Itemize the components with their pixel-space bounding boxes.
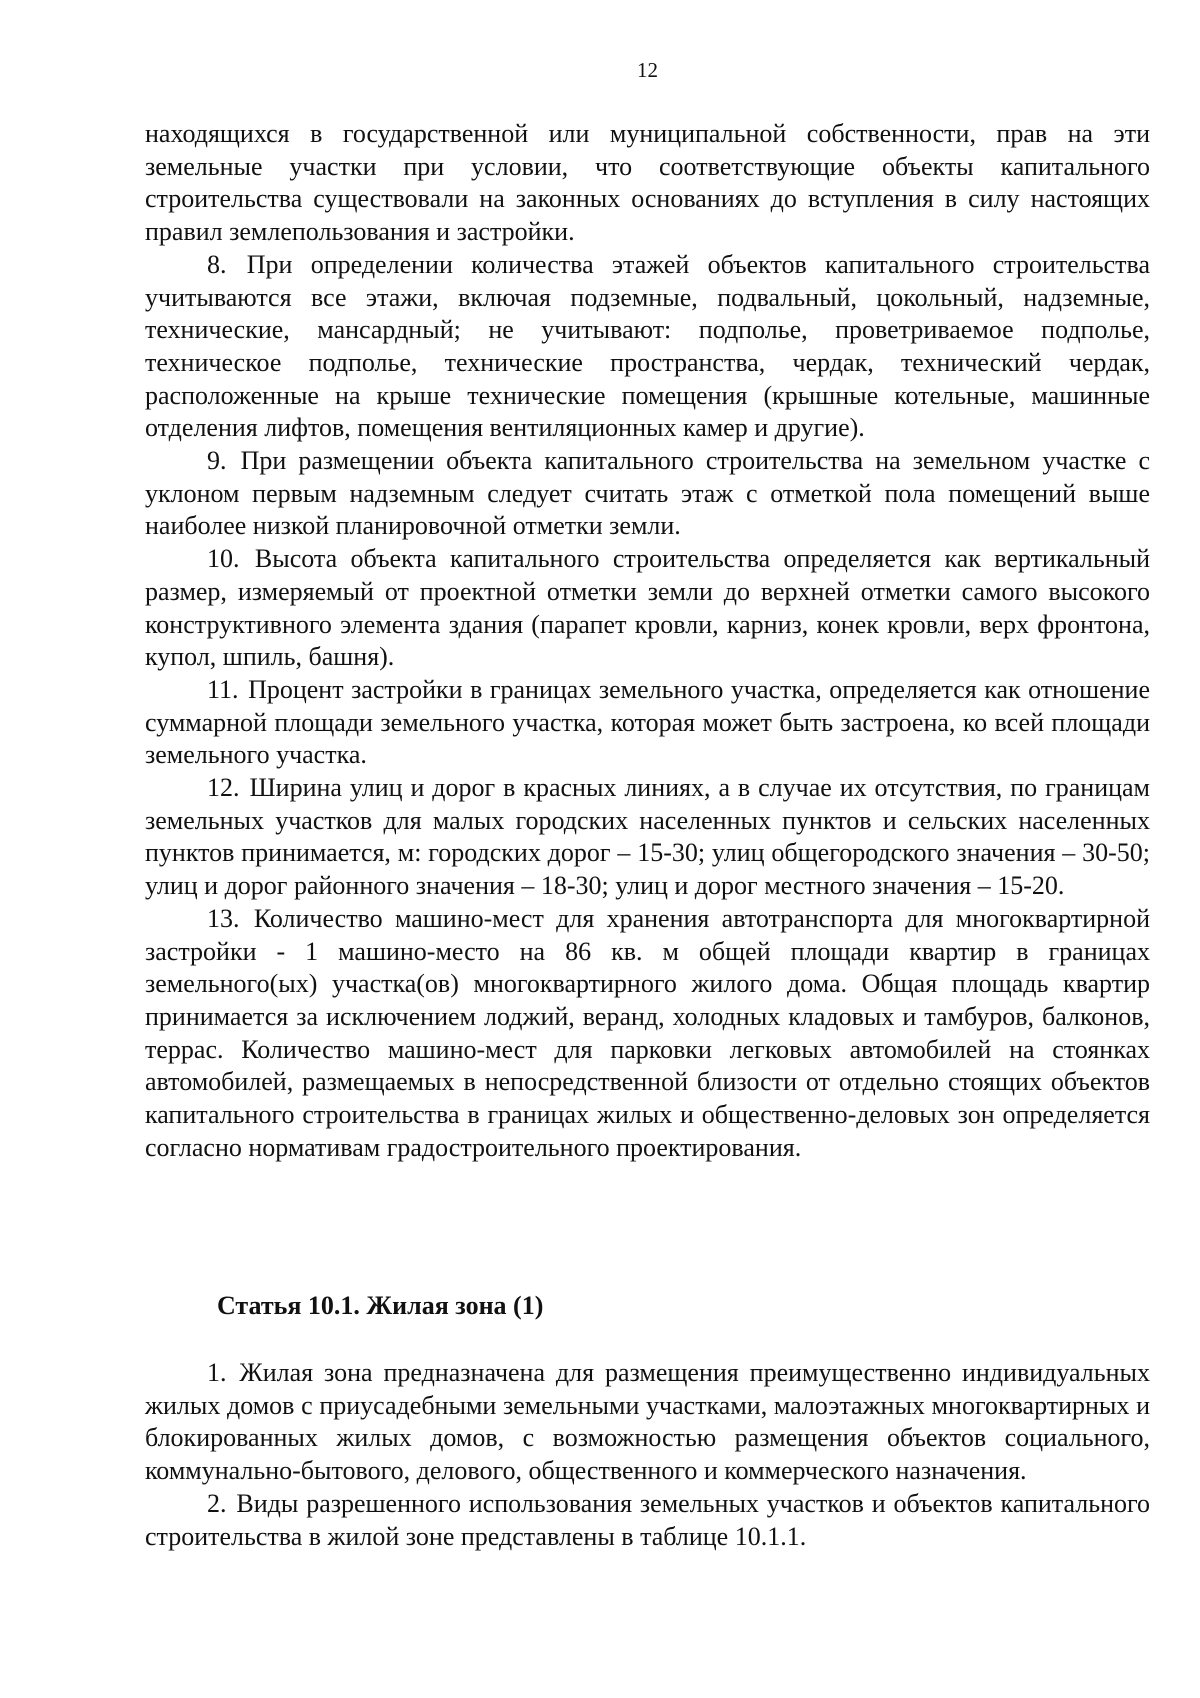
paragraph-item-11 [145,674,1150,772]
paragraph-item-12 [145,772,1150,903]
paragraph-item-10 [145,543,1150,674]
paragraph-text: Ширина улиц и дорог в красных линиях, а в случае их отсутствия, по границам земельных участков для малых городских населенных пунктов и сельских населенных пунктов принимается, м: городских дорог – 15-30; улиц общегородского значения – 30-50; улиц и дорог районного значения – 18-30; улиц и дорог местного значения – 15-20. [145,773,1151,901]
paragraph-number: 12. [207,773,240,803]
paragraph-number: 2. [207,1488,227,1518]
paragraph-continuation [145,118,1150,249]
paragraph-text: находящихся в государственной или муниципальной собственности, прав на эти земельные участки при условии, что соответствующие объекты капитального строительства существовали на законных основаниях до вступления в силу настоящих правил землепользования и застройки. [145,119,1150,247]
paragraph-number: 13. [207,903,240,933]
paragraph-number: 1. [207,1358,227,1387]
paragraph-number: 9. [207,446,227,476]
paragraph-text: Жилая зона предназначена для размещения преимущественно индивидуальных жилых домов с приусадебными земельными участками, малоэтажных многоквартирных и блокированных жилых домов, с возможностью размещения объектов социального, коммунально-бытового, делового, общественного и коммерческого назначения. [145,1358,1151,1486]
article-text [145,1357,1150,1553]
paragraph-text: При определении количества этажей объектов капитального строительства учитываются все этажи, включая подземные, подвальный, цокольный, надземные, технические, мансардный; не учитывают: подполье, проветриваемое подполье, техническое подполье, технические пространства, чердак, технический чердак, расположенные на крыше технические помещения (крышные котельные, машинные отделения лифтов, помещения вентиляционных камер и другие). [145,249,1150,443]
paragraph-text: Высота объекта капитального строительства определяется как вертикальный размер, измеряемый от проектной отметки земли до верхней отметки самого высокого конструктивного элемента здания (парапет кровли, карниз, конек кровли, верх фронтона, купол, шпиль, башня). [145,544,1150,672]
paragraph-item-9 [145,445,1150,543]
paragraph-number: 10. [207,544,240,574]
paragraph-item-13 [145,903,1150,1165]
paragraph-number: 8. [207,249,227,279]
article-paragraph-1 [145,1357,1150,1488]
page-number: 12 [637,58,658,82]
article-heading: Статья 10.1. Жилая зона (1) [217,1291,544,1320]
paragraph-text: Количество машино-мест для хранения автотранспорта для многоквартирной застройки - 1 машино-место на 86 кв. м общей площади квартир в границах земельного(ых) участка(ов) многоквартирного жилого дома. Общая площадь квартир принимается за исключением лоджий, веранд, холодных кладовых и тамбуров, балконов, террас. Количество машино-мест для парковки легковых автомобилей на стоянках автомобилей, размещаемых в непосредственной близости от отдельно стоящих объектов капитального строительства в границах жилых и общественно-деловых зон определяется согласно нормативам градостроительного проектирования. [145,903,1151,1162]
main-text [145,118,1150,1165]
paragraph-text: При размещении объекта капитального строительства на земельном участке с уклоном первым надземным следует считать этаж с отметкой пола помещений выше наиболее низкой планировочной отметки земли. [145,446,1150,541]
paragraph-text: Виды разрешенного использования земельных участков и объектов капитального строительства в жилой зоне представлены в таблице 10.1.1. [145,1488,1151,1551]
paragraph-text: Процент застройки в границах земельного участка, определяется как отношение суммарной площади земельного участка, которая может быть застроена, ко всей площади земельного участка. [145,674,1151,770]
paragraph-item-8 [145,249,1150,445]
paragraph-number: 11. [207,674,239,704]
article-paragraph-2 [145,1488,1150,1553]
